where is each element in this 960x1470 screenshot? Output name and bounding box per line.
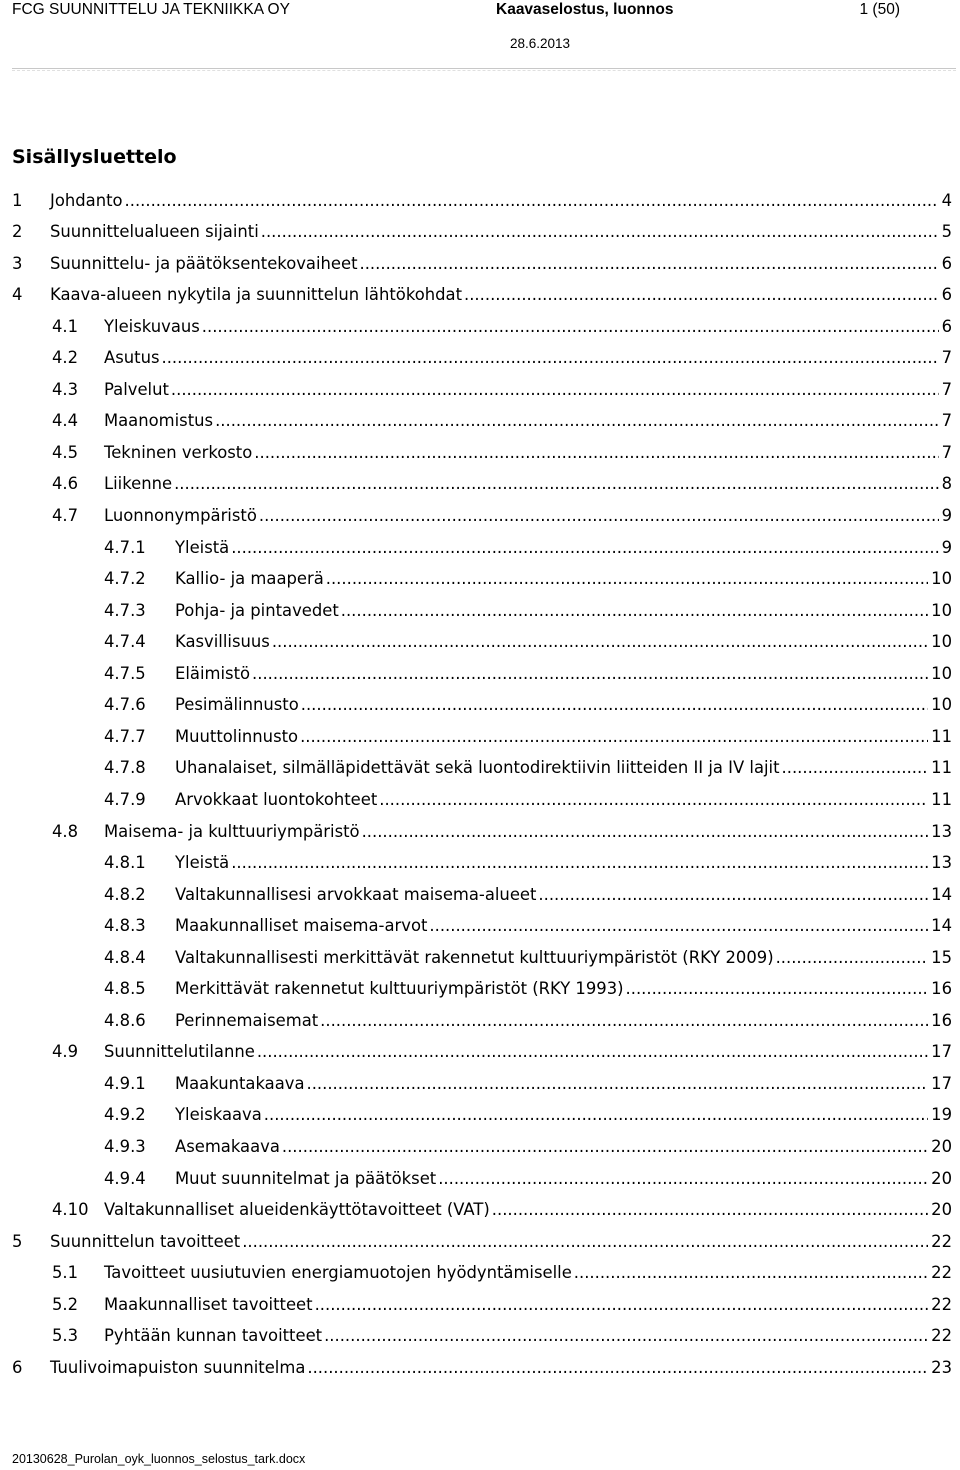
- toc-entry-title: Suunnittelun tavoitteet: [50, 1231, 241, 1251]
- toc-dot-leader: [438, 1169, 928, 1188]
- toc-entry-number: 4.3: [52, 379, 79, 399]
- toc-entry-title: Maakuntakaava: [175, 1073, 305, 1093]
- toc-dot-leader: [125, 191, 939, 210]
- toc-dot-leader: [626, 979, 929, 998]
- toc-entry-number: 4.7.7: [104, 726, 146, 746]
- toc-dot-leader: [315, 1295, 929, 1314]
- toc-entry-number: 4.8.5: [104, 979, 146, 999]
- toc-dot-leader: [259, 506, 939, 525]
- toc-dot-leader: [379, 790, 928, 809]
- toc-entry-page: 6: [941, 316, 952, 336]
- toc-entry-number: 4.1: [52, 316, 79, 336]
- toc-entry[interactable]: [12, 217, 952, 247]
- toc-entry-title: Valtakunnallisesti merkittävät rakennetut kulttuuriympäristöt (RKY 2009): [175, 947, 774, 967]
- toc-entry[interactable]: [104, 848, 952, 878]
- toc-entry-number: 4.6: [52, 474, 79, 494]
- toc-entry-page: 17: [931, 1073, 952, 1093]
- toc-entry-title: Pesimälinnusto: [175, 695, 299, 715]
- toc-entry-page: 20: [931, 1168, 952, 1188]
- toc-entry[interactable]: [104, 942, 952, 972]
- toc-entry-page: 22: [931, 1326, 952, 1346]
- toc-entry[interactable]: [12, 1226, 952, 1256]
- toc-entry-page: 23: [931, 1357, 952, 1377]
- toc-entry-title: Valtakunnallisesi arvokkaat maisema-alueet: [175, 884, 537, 904]
- toc-entry[interactable]: [12, 248, 952, 278]
- toc-entry-title: Yleiskuvaus: [104, 316, 200, 336]
- toc-entry[interactable]: [104, 658, 952, 688]
- toc-dot-leader: [307, 1074, 929, 1093]
- toc-entry[interactable]: [52, 816, 952, 846]
- toc-entry-number: 4.7: [52, 506, 79, 525]
- toc-entry[interactable]: [104, 690, 952, 720]
- toc-entry-title: Merkittävät rakennetut kulttuuriympäristöt (RKY 1993): [175, 979, 624, 999]
- toc-entry[interactable]: [104, 1163, 952, 1193]
- toc-entry-title: Kasvillisuus: [175, 632, 270, 652]
- toc-entry-number: 4.8.4: [104, 947, 146, 967]
- toc-entry[interactable]: [104, 974, 952, 1004]
- toc-entry-title: Valtakunnalliset alueidenkäyttötavoitteet (VAT): [104, 1200, 490, 1220]
- toc-entry-title: Maisema- ja kulttuuriympäristö: [104, 821, 360, 841]
- toc-dot-leader: [326, 569, 928, 588]
- toc-entry-number: 3: [12, 253, 23, 273]
- toc-entry-number: 4.7.9: [104, 789, 146, 809]
- toc-dot-leader: [162, 348, 939, 367]
- toc-title: Sisällysluettelo: [12, 146, 177, 168]
- toc-entry-number: 4.10: [52, 1200, 89, 1220]
- toc-entry-page: 4: [941, 190, 952, 210]
- toc-entry[interactable]: [104, 595, 952, 625]
- toc-entry-number: 2: [12, 222, 23, 242]
- toc-entry-page: 14: [931, 884, 952, 904]
- toc-entry[interactable]: [104, 784, 952, 814]
- toc-entry-page: 5: [941, 222, 952, 242]
- toc-entry-title: Maanomistus: [104, 411, 214, 431]
- toc-entry-title: Yleiskaava: [175, 1105, 262, 1125]
- toc-entry[interactable]: [12, 1352, 952, 1382]
- toc-dot-leader: [264, 1105, 928, 1124]
- toc-dot-leader: [202, 317, 939, 336]
- toc-entry-number: 4.8.1: [104, 853, 146, 873]
- toc-entry-number: 4.9.2: [104, 1105, 146, 1125]
- toc-entry-number: 5: [12, 1231, 23, 1251]
- toc-dot-leader: [257, 1042, 928, 1061]
- toc-entry-page: 17: [931, 1042, 952, 1062]
- toc-entry-title: Suunnittelu- ja päätöksentekovaiheet: [50, 253, 358, 273]
- toc-entry[interactable]: [52, 1289, 952, 1319]
- toc-dot-leader: [464, 285, 939, 304]
- toc-entry-title: Pyhtään kunnan tavoitteet: [104, 1326, 323, 1346]
- toc-entry[interactable]: [52, 1258, 952, 1288]
- toc-entry[interactable]: [104, 627, 952, 657]
- toc-dot-leader: [171, 380, 939, 399]
- toc-dot-leader: [215, 411, 939, 430]
- toc-dot-leader: [782, 758, 929, 777]
- toc-entry-page: 22: [931, 1231, 952, 1251]
- toc-dot-leader: [341, 601, 928, 620]
- toc-entry-number: 5.1: [52, 1263, 79, 1283]
- toc-entry-title: Suunnittelutilanne: [104, 1042, 255, 1062]
- toc-dot-leader: [538, 885, 928, 904]
- toc-entry[interactable]: [104, 1132, 952, 1162]
- toc-entry-title: Johdanto: [50, 190, 123, 210]
- header-divider-dashed: [12, 70, 956, 71]
- toc-entry-number: 1: [12, 190, 23, 210]
- toc-entry[interactable]: [104, 564, 952, 594]
- toc-entry-page: 20: [931, 1137, 952, 1156]
- toc-entry-page: 10: [931, 632, 952, 652]
- toc-entry-title: Kallio- ja maaperä: [175, 569, 324, 589]
- toc-entry-page: 10: [931, 600, 952, 620]
- toc-entry-number: 4.4: [52, 411, 79, 431]
- toc-entry-page: 15: [931, 947, 952, 967]
- toc-dot-leader: [254, 443, 938, 462]
- toc-dot-leader: [360, 254, 939, 273]
- toc-entry-number: 4.8.6: [104, 1010, 146, 1030]
- toc-entry[interactable]: [104, 911, 952, 941]
- toc-entry-number: 6: [12, 1357, 23, 1377]
- toc-entry-title: Tekninen verkosto: [104, 442, 253, 462]
- toc-entry-number: 4.7.6: [104, 695, 146, 715]
- toc-entry-page: 6: [941, 253, 952, 273]
- toc-entry[interactable]: [52, 501, 952, 531]
- toc-entry[interactable]: [52, 311, 952, 341]
- toc-entry-number: 4.7.4: [104, 632, 146, 652]
- toc-entry-page: 7: [941, 411, 952, 431]
- page-header: [0, 0, 960, 70]
- toc-entry[interactable]: [104, 753, 952, 783]
- toc-entry[interactable]: [52, 469, 952, 499]
- toc-dot-leader: [300, 727, 928, 746]
- toc-entry-number: 4.9.1: [104, 1073, 146, 1093]
- toc-entry-title: Perinnemaisemat: [175, 1010, 319, 1030]
- toc-entry[interactable]: [104, 532, 952, 562]
- toc-dot-leader: [492, 1200, 928, 1219]
- toc-entry[interactable]: [52, 343, 952, 373]
- toc-entry-number: 4.8.2: [104, 884, 146, 904]
- toc-dot-leader: [231, 538, 938, 557]
- company-name: FCG SUUNNITTELU JA TEKNIIKKA OY: [12, 1, 290, 18]
- header-divider: [12, 68, 956, 69]
- page-number: 1 (50): [859, 1, 900, 18]
- toc-dot-leader: [252, 664, 928, 683]
- toc-entry-page: 9: [941, 537, 952, 557]
- toc-entry-page: 11: [931, 758, 952, 778]
- toc-dot-leader: [307, 1358, 928, 1377]
- toc-entry-page: 8: [941, 474, 952, 494]
- toc-entry-number: 4.9.4: [104, 1168, 146, 1188]
- toc-entry[interactable]: [104, 879, 952, 909]
- toc-entry-page: 7: [941, 442, 952, 462]
- toc-dot-leader: [429, 916, 928, 935]
- toc-dot-leader: [362, 822, 929, 841]
- toc-dot-leader: [272, 632, 928, 651]
- toc-entry-page: 14: [931, 916, 952, 936]
- toc-entry-title: Muut suunnitelmat ja päätökset: [175, 1168, 437, 1188]
- toc-entry[interactable]: [52, 437, 952, 467]
- toc-entry-page: 22: [931, 1294, 952, 1314]
- toc-entry-title: Liikenne: [104, 474, 173, 494]
- toc-entry-number: 4.7.8: [104, 758, 146, 778]
- toc-entry-page: 7: [941, 348, 952, 368]
- toc-entry-title: Eläimistö: [175, 663, 251, 683]
- toc-entry-number: 4.7.1: [104, 537, 146, 557]
- toc-entry[interactable]: [52, 1321, 952, 1351]
- toc-entry-page: 10: [931, 695, 952, 715]
- toc-entry-page: 16: [931, 979, 952, 999]
- toc-entry-page: 20: [931, 1200, 952, 1220]
- toc-entry-title: Suunnittelualueen sijainti: [50, 222, 259, 242]
- toc-entry-title: Yleistä: [175, 537, 230, 557]
- toc-dot-leader: [320, 1011, 928, 1030]
- toc-entry[interactable]: [104, 721, 952, 751]
- toc-entry[interactable]: [104, 1100, 952, 1130]
- toc-entry-page: 11: [931, 726, 952, 746]
- toc-entry-page: 9: [941, 506, 952, 525]
- toc-entry-page: 7: [941, 379, 952, 399]
- document-date: 28.6.2013: [509, 36, 571, 51]
- toc-dot-leader: [282, 1137, 928, 1156]
- toc-entry-title: Arvokkaat luontokohteet: [175, 789, 378, 809]
- toc-entry-number: 4: [12, 285, 23, 305]
- toc-entry-page: 11: [931, 789, 952, 809]
- toc-entry-title: Pohja- ja pintavedet: [175, 600, 339, 620]
- toc-dot-leader: [174, 474, 938, 493]
- toc-entry-title: Asemakaava: [175, 1137, 280, 1156]
- toc-entry-page: 22: [931, 1263, 952, 1283]
- toc-dot-leader: [261, 222, 939, 241]
- toc-dot-leader: [776, 948, 929, 967]
- toc-entry-page: 13: [931, 821, 952, 841]
- toc-entry-title: Uhanalaiset, silmälläpidettävät sekä luontodirektiivin liitteiden II ja IV lajit: [175, 758, 780, 778]
- toc-entry[interactable]: [52, 406, 952, 436]
- toc-dot-leader: [301, 695, 928, 714]
- toc-entry[interactable]: [104, 1005, 952, 1035]
- toc-entry-number: 4.5: [52, 442, 79, 462]
- toc-entry-title: Tuulivoimapuiston suunnitelma: [50, 1357, 306, 1377]
- toc-entry-title: Maakunnalliset tavoitteet: [104, 1294, 313, 1314]
- toc-entry-page: 6: [941, 285, 952, 305]
- toc-dot-leader: [231, 853, 928, 872]
- toc-entry[interactable]: [52, 374, 952, 404]
- toc-entry-number: 4.8.3: [104, 916, 146, 936]
- toc-entry-page: 10: [931, 663, 952, 683]
- toc-entry-title: Maakunnalliset maisema-arvot: [175, 916, 428, 936]
- toc-dot-leader: [574, 1263, 928, 1282]
- toc-entry-title: Tavoitteet uusiutuvien energiamuotojen hyödyntämiselle: [104, 1263, 572, 1283]
- footer-filename: 20130628_Purolan_oyk_luonnos_selostus_tark.docx: [12, 1452, 306, 1466]
- toc-entry[interactable]: [104, 1068, 952, 1098]
- toc-entry-title: Luonnonympäristö: [104, 506, 257, 525]
- toc-entry-number: 5.3: [52, 1326, 79, 1346]
- toc-entry-number: 4.7.3: [104, 600, 146, 620]
- toc-entry-title: Kaava-alueen nykytila ja suunnittelun lähtökohdat: [50, 285, 463, 305]
- toc-entry-number: 4.7.5: [104, 663, 146, 683]
- toc-entry-page: 16: [931, 1010, 952, 1030]
- toc-entry-page: 10: [931, 569, 952, 589]
- toc-entry-number: 4.2: [52, 348, 79, 368]
- toc-entry-number: 4.8: [52, 821, 79, 841]
- toc-entry[interactable]: [12, 185, 952, 215]
- toc-entry-title: Palvelut: [104, 379, 169, 399]
- toc-entry-page: 19: [931, 1105, 952, 1125]
- toc-entry-number: 5.2: [52, 1294, 79, 1314]
- toc-entry-page: 13: [931, 853, 952, 873]
- toc-entry-title: Muuttolinnusto: [175, 726, 299, 746]
- document-title: Kaavaselostus, luonnos: [496, 1, 674, 18]
- toc-entry-title: Asutus: [104, 348, 160, 368]
- toc-entry[interactable]: [12, 280, 952, 310]
- toc-entry-number: 4.7.2: [104, 569, 146, 589]
- toc-entry-number: 4.9.3: [104, 1137, 146, 1156]
- toc-entry-title: Yleistä: [175, 853, 230, 873]
- toc-entry[interactable]: [52, 1195, 952, 1225]
- toc-dot-leader: [242, 1232, 928, 1251]
- toc-dot-leader: [324, 1326, 928, 1345]
- toc-entry[interactable]: [52, 1037, 952, 1067]
- toc-entry-number: 4.9: [52, 1042, 79, 1062]
